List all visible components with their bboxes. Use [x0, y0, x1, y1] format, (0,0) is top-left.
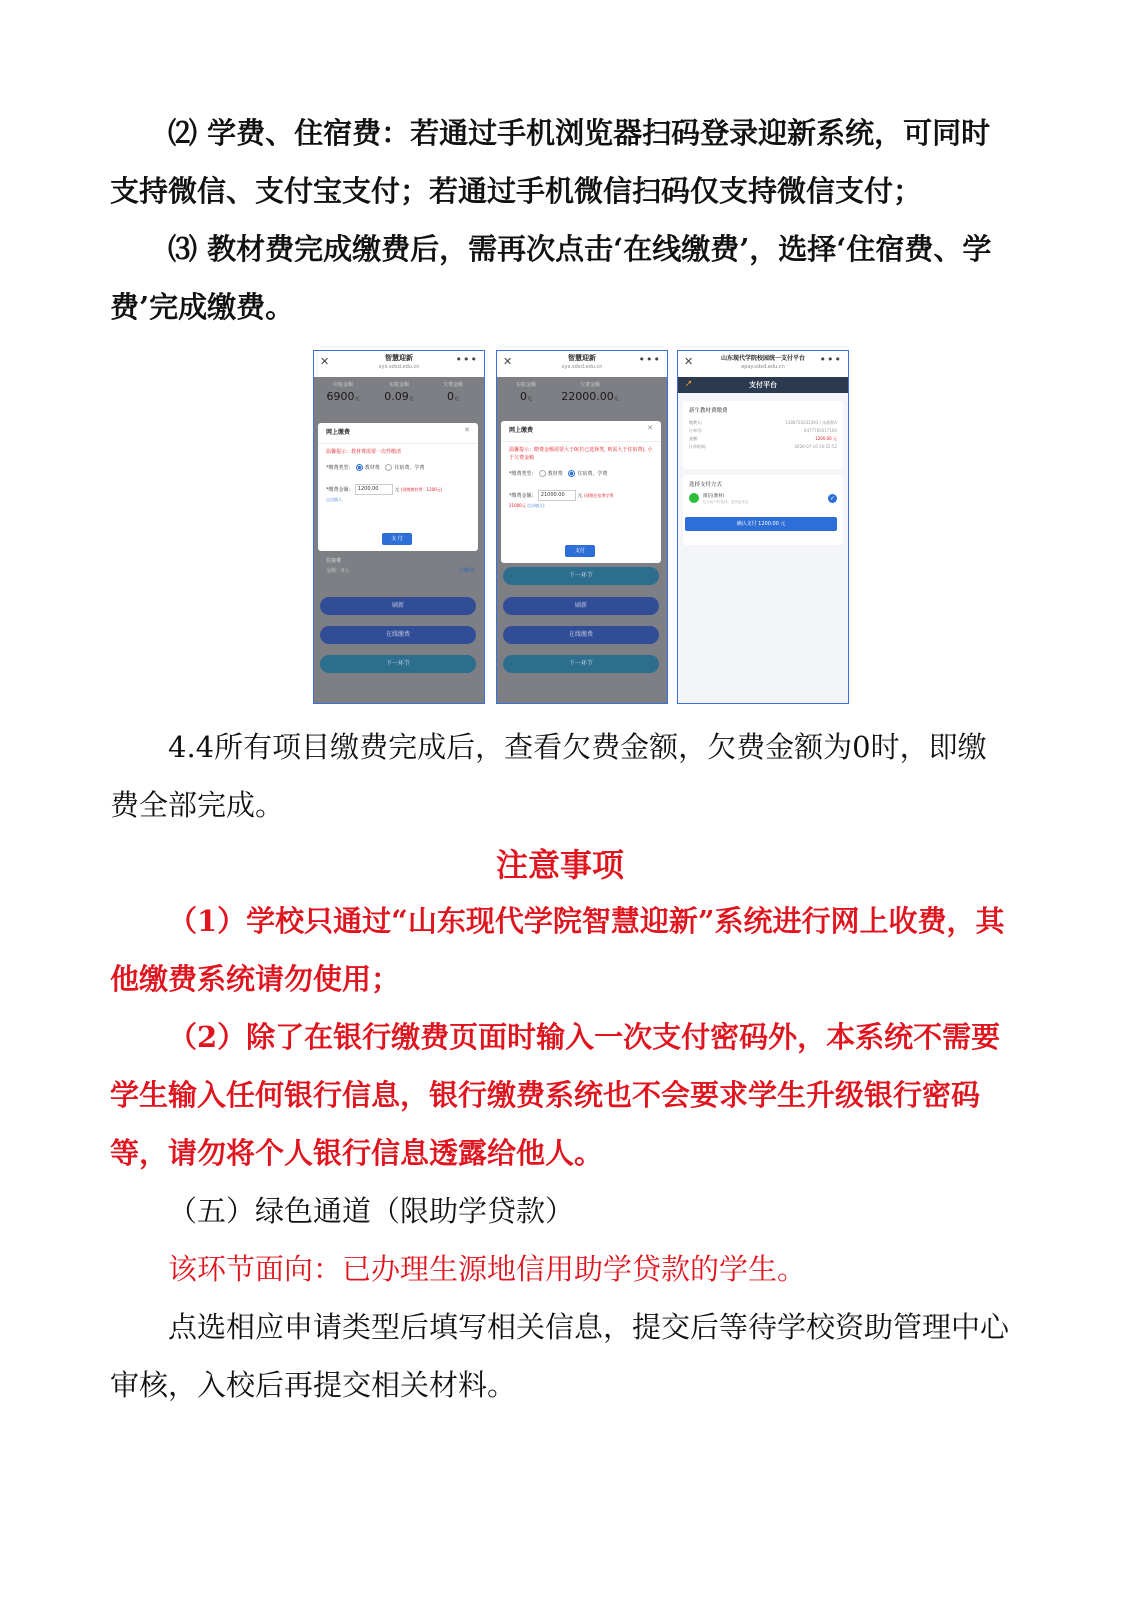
order-row — [683, 428, 843, 436]
app-url: xyx.sdxd.edu.cn — [378, 364, 420, 370]
dialog-tip: 温馨提示：教材费需要一次性缴清 — [326, 449, 402, 455]
order-key: 订单号: — [689, 428, 703, 433]
app-url: xyx.sdxd.edu.cn — [561, 364, 603, 370]
fee-type-row — [501, 470, 661, 482]
section-description: 点选相应申请类型后填写相关信息，提交后等待学校资助管理中心审核，入校后再提交相关材料。 — [110, 1310, 1010, 1402]
payment-dialog — [501, 421, 661, 563]
notice-item-2: （2）除了在银行缴费页面时输入一次支付密码外，本系统不需要学生输入任何银行信息，银行缴费系统也不会要求学生升级银行密码等，请勿将个人银行信息透露给他人。 — [110, 1020, 1001, 1170]
wechat-pay-icon — [689, 493, 699, 503]
stat-arrears — [428, 381, 478, 403]
next-step-button-top[interactable]: 下一环节 — [503, 567, 659, 585]
check-icon[interactable]: ✓ — [829, 495, 836, 502]
next-step-button[interactable]: 下一环节 — [320, 655, 476, 673]
stat-value: 0 — [446, 390, 454, 403]
screenshot-tuition-fee-dialog — [496, 350, 668, 704]
browser-bar — [678, 351, 848, 378]
amount-unit: 元 — [577, 493, 583, 499]
amount-note-value: 21000元 — [509, 503, 526, 508]
order-key: 金额: — [689, 436, 699, 441]
section-heading-green-channel: （五）绿色通道（限助学贷款） — [168, 1194, 575, 1228]
radio-textbook-label: 教材费 — [364, 465, 380, 471]
stat-value: 0 — [519, 390, 527, 403]
dialog-title: 网上缴费 — [509, 427, 534, 434]
amount-note: (现缴住宿费学费 — [583, 493, 614, 498]
close-icon[interactable]: ✕ — [684, 355, 694, 368]
order-card — [683, 401, 843, 469]
list-status: 已缴清 — [458, 568, 474, 574]
amount-unit: 元 — [394, 487, 400, 493]
browser-bar — [497, 351, 667, 378]
stat-arrears — [555, 381, 625, 403]
method-title: 选择支付方式 — [689, 482, 723, 488]
refresh-button[interactable]: 刷新 — [503, 597, 659, 615]
more-icon[interactable]: ••• — [455, 353, 478, 366]
next-step-button[interactable]: 下一环节 — [503, 655, 659, 673]
platform-logo-icon: ➚ — [685, 379, 693, 389]
pay-button[interactable]: 支 付 — [382, 533, 412, 545]
order-key: 缴费人: — [689, 420, 703, 425]
radio-textbook-label: 教材费 — [547, 471, 563, 477]
paragraph-textbook-followup: ⑶ 教材费完成缴费后，需再次点击‘在线缴费’，选择‘住宿费、学费’完成缴费。 — [110, 232, 992, 324]
section-target: 该环节面向：已办理生源地信用助学贷款的学生。 — [168, 1252, 807, 1286]
method-name[interactable]: 微信(教材) — [703, 494, 725, 499]
stat-receivable — [318, 381, 368, 403]
notice-title: 注意事项 — [495, 846, 624, 884]
order-key: 订单时间: — [689, 444, 707, 449]
stat-value: 0.09 — [384, 390, 409, 403]
amount-input[interactable]: 1200.00 — [355, 484, 393, 495]
app-title: 智慧迎新 — [568, 354, 596, 362]
stat-unit: 元 — [408, 396, 414, 402]
more-icon[interactable]: ••• — [638, 353, 661, 366]
notice-item-1: （1）学校只通过“山东现代学院智慧迎新”系统进行网上收费，其他缴费系统请勿使用； — [110, 904, 1005, 996]
stat-label: 欠费金额 — [442, 382, 463, 388]
dialog-title: 网上缴费 — [326, 429, 351, 436]
browser-bar — [314, 351, 484, 378]
amount-label: *缴费金额: — [326, 487, 351, 493]
stat-label: 实收金额 — [388, 382, 409, 388]
method-sub: 亿万用户的选择，更快更安全 — [703, 500, 749, 504]
close-icon[interactable]: ✕ — [503, 355, 513, 368]
more-icon[interactable]: ••• — [819, 353, 842, 366]
amount-note: (现缴教材费：1200元) — [400, 487, 443, 492]
app-title: 智慧迎新 — [385, 354, 413, 362]
radio-tuition-label: 住宿费、学费 — [577, 471, 608, 477]
amount-label: *缴费金额: — [509, 493, 534, 499]
stat-value: 22000.00 — [561, 390, 614, 403]
fill-in-link[interactable]: 点击填入) — [527, 503, 545, 508]
stat-unit: 元 — [613, 396, 619, 402]
platform-header — [678, 377, 848, 393]
payment-method-card — [683, 475, 843, 545]
order-row — [683, 444, 843, 452]
amount-note-2 — [501, 503, 661, 509]
order-value: 2026-07-10 10:52:52 — [794, 444, 837, 449]
dialog-close-icon[interactable]: ✕ — [464, 426, 470, 434]
fee-amount-row — [318, 484, 478, 496]
stat-value: 6900 — [326, 390, 355, 403]
confirm-pay-button[interactable]: 确认支付 1200.00 元 — [685, 517, 837, 531]
pay-button[interactable]: 支付 — [565, 545, 595, 557]
close-icon[interactable]: ✕ — [320, 355, 330, 368]
radio-tuition-label: 住宿费、学费 — [394, 465, 425, 471]
radio-textbook[interactable] — [539, 470, 546, 477]
order-title: 新生教材费缴费 — [689, 408, 728, 414]
stat-label: 实收金额 — [515, 382, 536, 388]
stat-received — [501, 381, 551, 403]
fee-type-label: *缴费类型: — [509, 471, 534, 477]
screenshot-payment-platform — [677, 350, 849, 704]
amount-input[interactable]: 21000.00 — [538, 490, 576, 501]
screenshot-textbook-fee-dialog — [313, 350, 485, 704]
online-pay-button[interactable]: 在线缴费 — [320, 626, 476, 644]
order-row — [683, 436, 843, 444]
fill-in-link[interactable]: 点击填入 — [326, 497, 342, 502]
stat-unit: 元 — [453, 396, 459, 402]
stats-row — [497, 381, 667, 413]
radio-tuition[interactable] — [568, 470, 575, 477]
list-item: 住宿费 — [326, 558, 342, 564]
fee-type-label: *缴费类型: — [326, 465, 351, 471]
dialog-close-icon[interactable]: ✕ — [647, 424, 653, 432]
order-amount: 1200.00 元 — [815, 436, 837, 441]
stat-label: 应收金额 — [332, 382, 353, 388]
stat-unit: 元 — [526, 396, 532, 402]
fee-type-row — [318, 464, 478, 476]
radio-textbook[interactable] — [356, 464, 363, 471]
stat-unit: 元 — [354, 396, 360, 402]
payment-dialog — [318, 423, 478, 551]
app-url: epay.sdxd.edu.cn — [741, 364, 785, 370]
refresh-button[interactable]: 刷新 — [320, 597, 476, 615]
radio-tuition[interactable] — [385, 464, 392, 471]
stat-received — [374, 381, 424, 403]
online-pay-button[interactable]: 在线缴费 — [503, 626, 659, 644]
stats-row — [314, 381, 484, 413]
list-sub: 金额：0元 — [326, 568, 350, 574]
paragraph-tuition-payment: ⑵ 学费、住宿费：若通过手机浏览器扫码登录迎新系统，可同时支持微信、支付宝支付；若通过手机微信扫码仅支持微信支付； — [110, 116, 991, 208]
dialog-tip: 温馨提示：缴费金额需要大于0(若已选择类, 则需大于住宿费), 小于欠费金额 — [509, 447, 653, 461]
order-value: 6477765017160 — [803, 428, 837, 433]
order-row — [683, 420, 843, 428]
order-value: 1288720232493 / 朱静静A — [785, 420, 837, 425]
fee-amount-row — [501, 490, 661, 502]
paragraph-completion: 4.4所有项目缴费完成后，查看欠费金额，欠费金额为0时，即缴费全部完成。 — [110, 730, 987, 822]
platform-title: 支付平台 — [749, 381, 777, 389]
stat-label: 欠费金额 — [579, 382, 600, 388]
app-title: 山东现代学院校园统一支付平台 — [720, 355, 805, 362]
